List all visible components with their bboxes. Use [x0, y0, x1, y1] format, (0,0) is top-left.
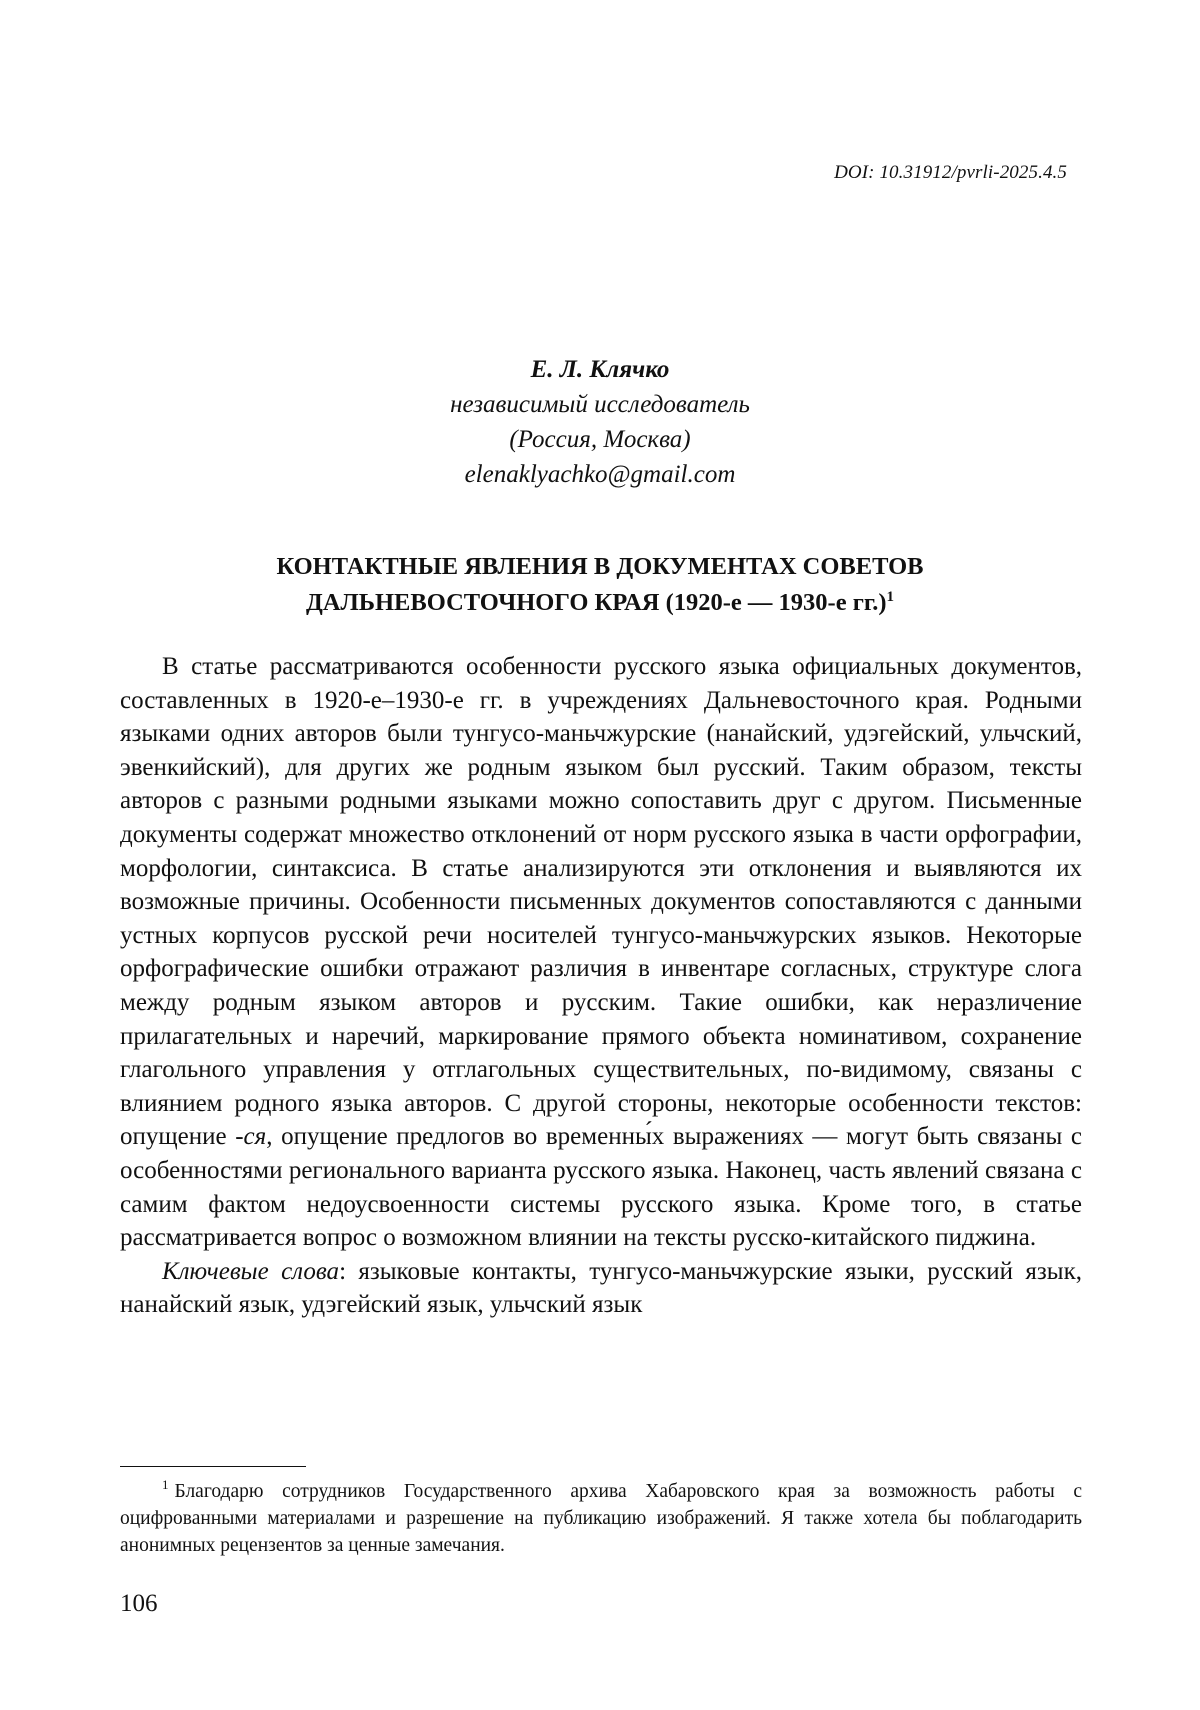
author-affiliation: независимый исследователь [450, 391, 750, 418]
article-title-line-2 [0, 585, 1200, 621]
footnote-text: Благодарю сотрудников Государственного архива Хабаровского края за возможность работы с оцифрованными материалами и разрешение на публикацию изображений. Я также хотела бы поблагодарить анонимных рецензентов за ценные замечания. [120, 1481, 1082, 1556]
abstract-text-part-1: В статье рассматриваются особенности русского языка официальных документов, составленных в 1920-е–1930-е гг. в учреждениях Дальневосточного края. Родными языками одних авторов были тунгусо-маньчжурские (нанайский, удэгейский, ульчский, эвенкийский), для других же родным языком был русский. Таким образом, тексты авторов с разными родными языками можно сопоставить друг с другом. Письменные документы содержат множество отклонений от норм русского языка в части орфографии, морфологии, синтаксиса. В статье анализируются эти отклонения и выявляются их возможные причины. Особенности письменных документов сопоставляются с данными устных корпусов русской речи носителей тунгусо-маньчжурских языков. Некоторые орфографические ошибки отражают различия в инвентаре согласных, структуре слога между родным языком авторов и русским. Такие ошибки, как неразличение прилагательных и наречий, маркирование прямого объекта номинативом, сохранение глагольного управления у отглагольных существительных, по-видимому, связаны с влиянием родного языка авторов. С другой стороны, некоторые особенности текстов: опущение [120, 653, 1082, 1151]
abstract-text-italic: -ся [235, 1123, 267, 1151]
footnote-paragraph [120, 1478, 1082, 1559]
keywords-list: языковые контакты, тунгусо-маньчжурские языки, русский язык, нанайский язык, удэгейский язык, ульчский язык [120, 1257, 1082, 1319]
doi-identifier: DOI: 10.31912/pvrli-2025.4.5 [834, 162, 1067, 183]
article-title-line-1: КОНТАКТНЫЕ ЯВЛЕНИЯ В ДОКУМЕНТАХ СОВЕТОВ [276, 553, 924, 580]
abstract [120, 650, 1082, 1322]
footnote-mark: 1 [162, 1477, 169, 1492]
keywords-paragraph [120, 1255, 1082, 1322]
footnote-separator-rule [120, 1466, 306, 1467]
article-title-line-2-text: ДАЛЬНЕВОСТОЧНОГО КРАЯ (1920-е — 1930-е гг.) [306, 589, 887, 616]
author-name: Е. Л. Клячко [530, 356, 670, 383]
author-block [0, 352, 1200, 492]
keywords-separator: : [339, 1257, 359, 1285]
author-email: elenaklyachko@gmail.com [464, 461, 736, 488]
page-number: 106 [120, 1590, 158, 1617]
abstract-text-part-2: , опущение предлогов во временны́х выражениях — могут быть связаны с особенностями регионального варианта русского языка. Наконец, часть явлений связана с самим фактом недоусвоенности системы русского языка. Кроме того, в статье рассматривается вопрос о возможном влиянии на тексты русско-китайского пиджина. [120, 1123, 1082, 1252]
footnote [120, 1478, 1082, 1559]
title-footnote-mark: 1 [886, 589, 894, 605]
keywords-label: Ключевые слова [162, 1257, 340, 1285]
article-title [0, 549, 1200, 621]
author-location: (Россия, Москва) [509, 426, 691, 453]
abstract-paragraph [120, 650, 1082, 1255]
